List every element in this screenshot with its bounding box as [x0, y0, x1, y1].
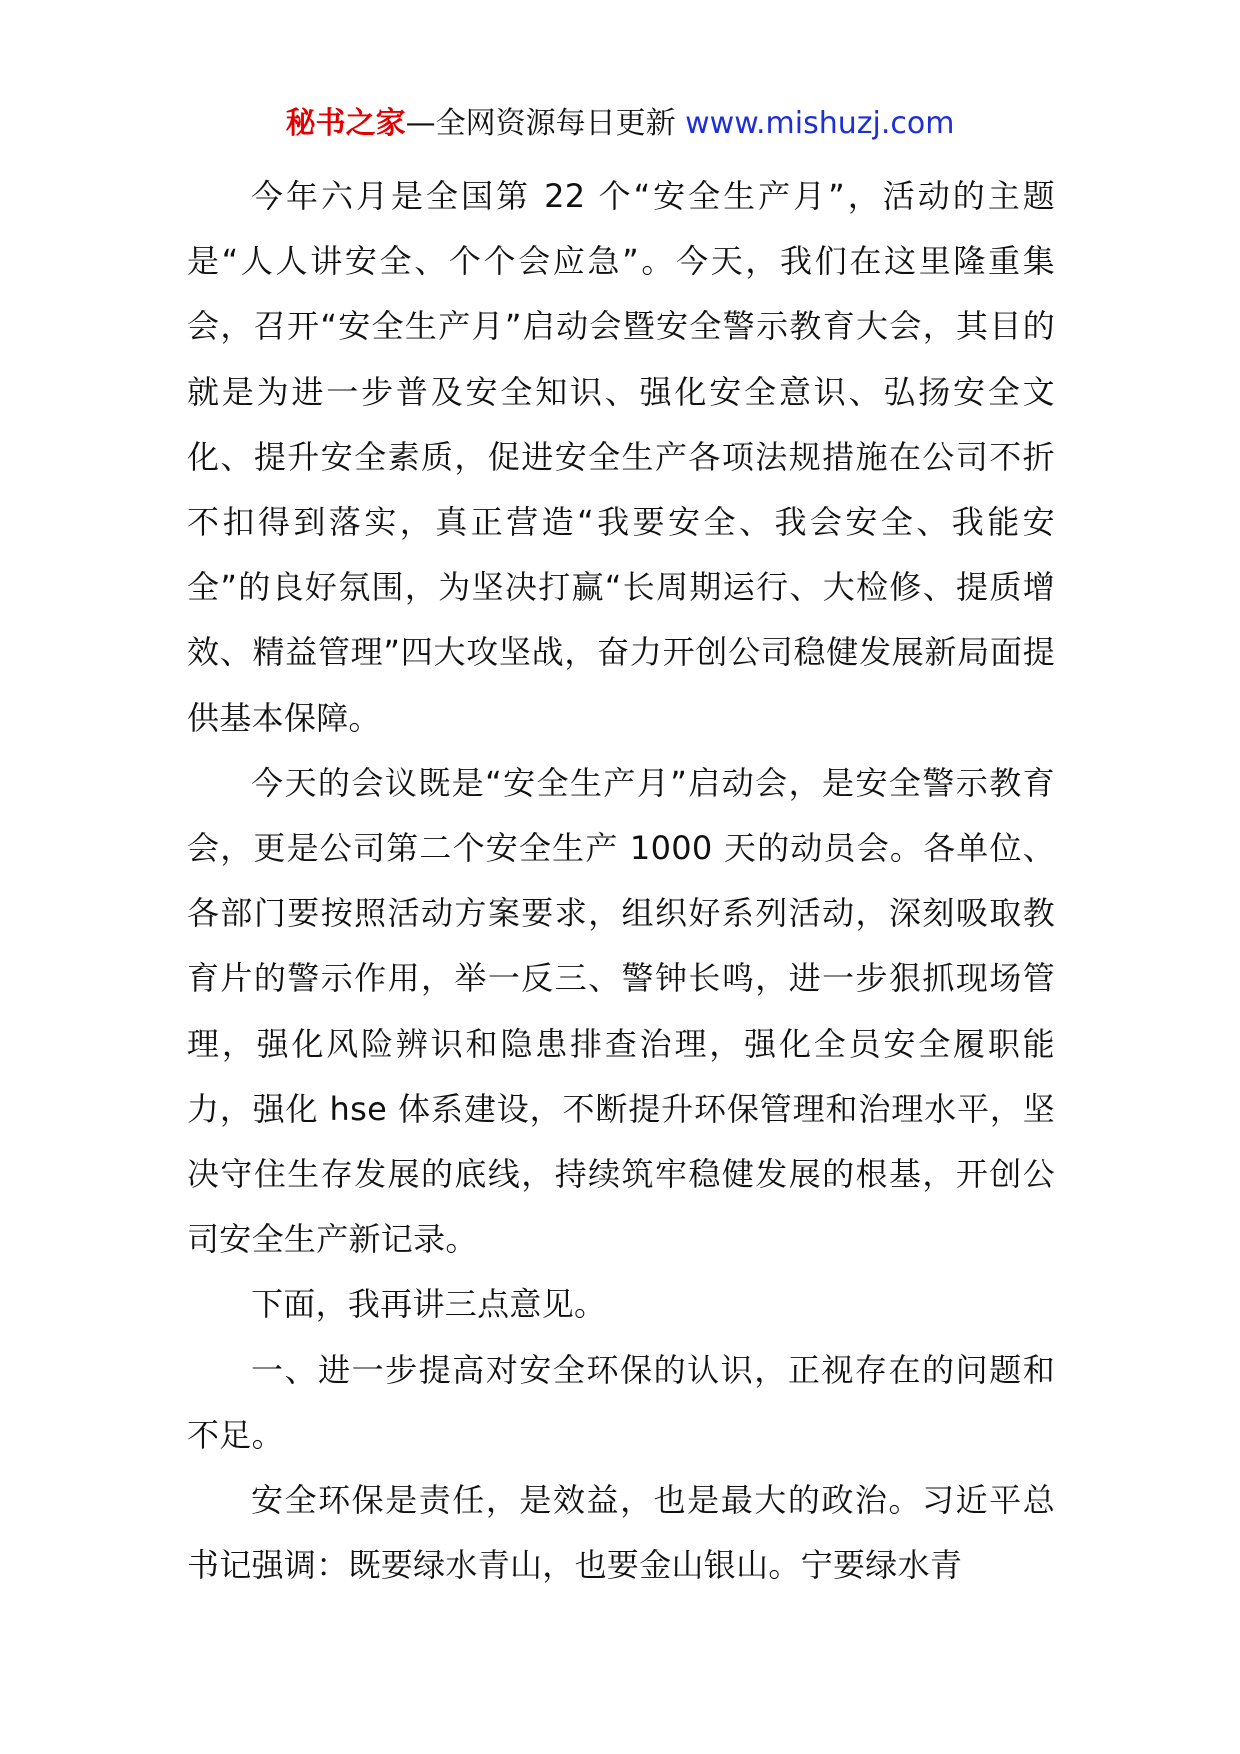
- section-heading-1: 一、进一步提高对安全环保的认识，正视存在的问题和不足。: [187, 1350, 1055, 1454]
- site-url-link[interactable]: www.mishuzj.com: [685, 106, 955, 141]
- paragraph-safety: 安全环保是责任，是效益，也是最大的政治。习近平总书记强调：既要绿水青山，也要金山银山。宁要绿水青: [187, 1481, 1055, 1585]
- paragraph-transition: 下面，我再讲三点意见。: [251, 1285, 607, 1324]
- header-tagline: —全网资源每日更新: [405, 106, 686, 141]
- paragraph-meeting: 今天的会议既是“安全生产月”启动会，是安全警示教育会，更是公司第二个安全生产 1000 天的动员会。各单位、各部门要按照活动方案要求，组织好系列活动，深刻吸取教育片的警示作用，举一反三、警钟长鸣，进一步狠抓现场管理，强化风险辨识和隐患排查治理，强化全员安全履职能力，强化 hse 体系建设，不断提升环保管理和治理水平，坚决守住生存发展的底线，持续筑牢稳健发展的根基，开创公司安全生产新记录。: [187, 763, 1055, 1259]
- brand-name: 秘书之家: [285, 106, 406, 141]
- document-body: [187, 164, 1055, 1598]
- paragraph-intro: 今年六月是全国第 22 个“安全生产月”，活动的主题是“人人讲安全、个个会应急”。今天，我们在这里隆重集会，召开“安全生产月”启动会暨安全警示教育大会，其目的就是为进一步普及安全知识、强化安全意识、弘扬安全文化、提升安全素质，促进安全生产各项法规措施在公司不折不扣得到落实，真正营造“我要安全、我会安全、我能安全”的良好氛围，为坚决打赢“长周期运行、大检修、提质增效、精益管理”四大攻坚战，奋力开创公司稳健发展新局面提供基本保障。: [187, 177, 1055, 737]
- page-header: [0, 100, 1240, 148]
